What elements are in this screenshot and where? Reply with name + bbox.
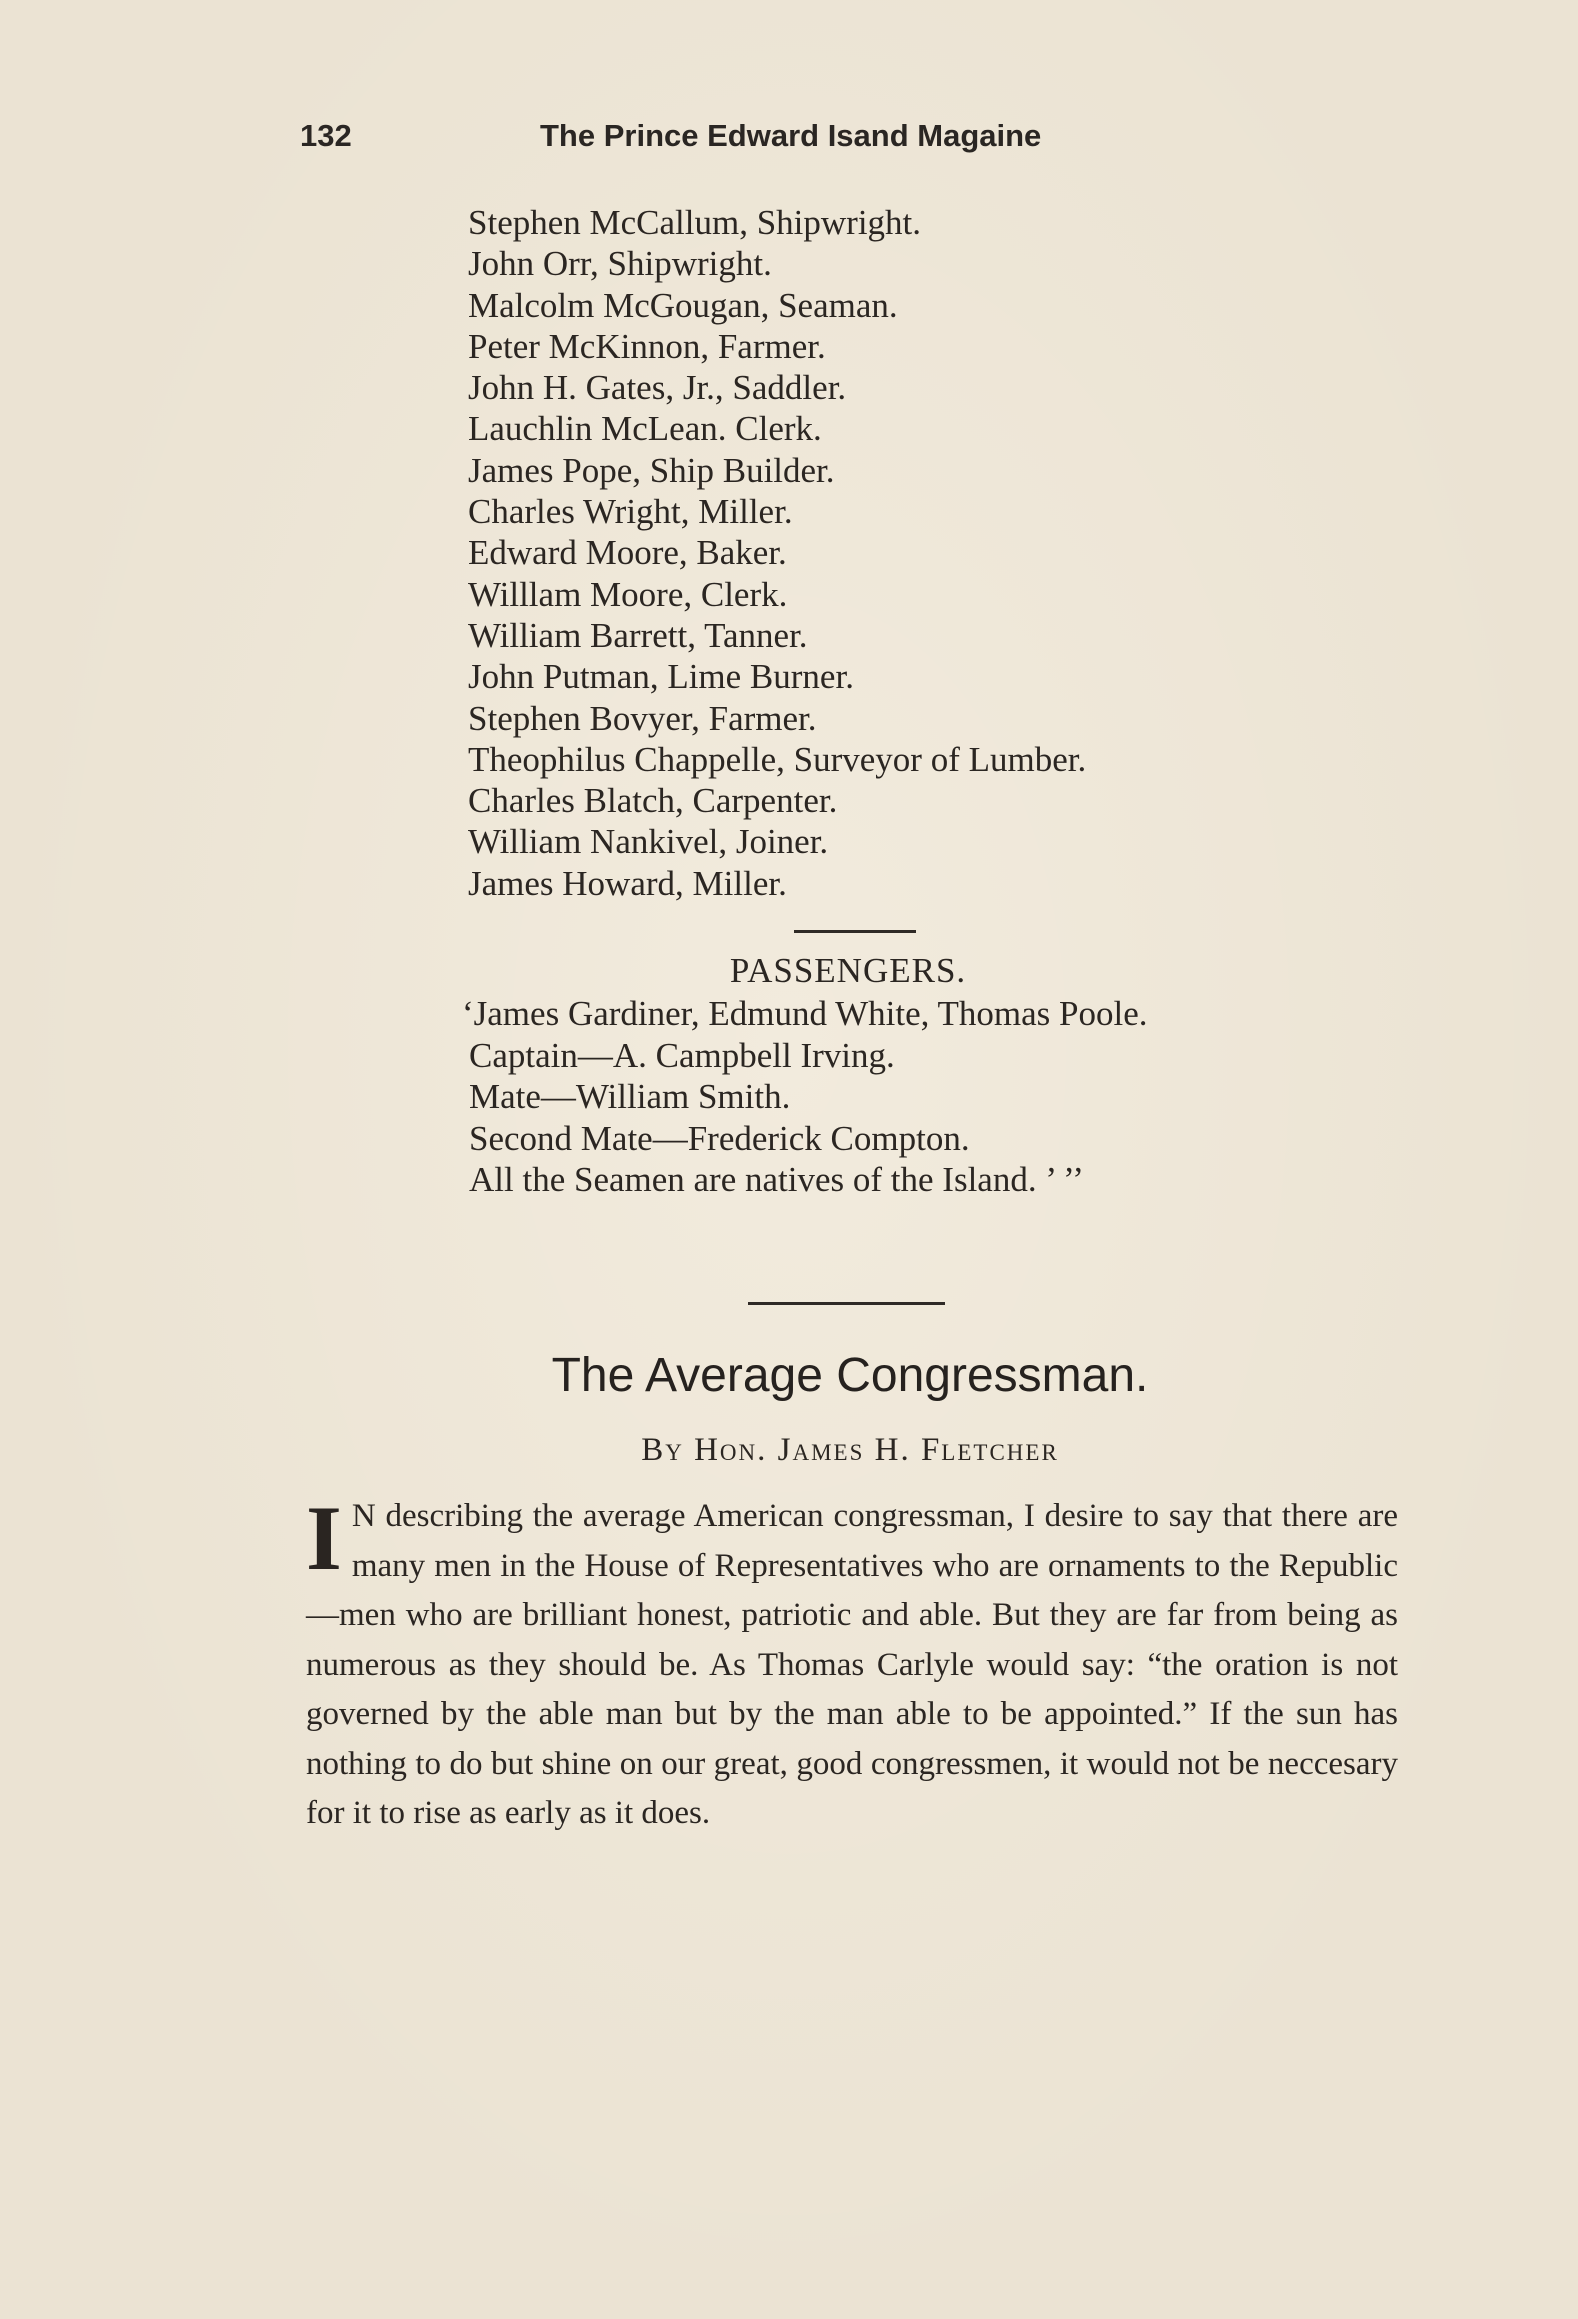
passenger-line: Second Mate—Frederick Compton.	[469, 1118, 970, 1158]
passenger-list	[462, 993, 1462, 1201]
article-paragraph: N describing the average American congressman, I desire to say that there are many men in the House of Representatives who are ornaments to the Republic—men who are brilliant honest, patriotic and able. But they are far from being as numerous as they should be. As Thomas Carlyle would say: “the oration is not governed by the able man but by the man able to be appointed.” If the sun has nothing to do but shine on our great, good congressmen, it would not be neccesary for it to rise as early as it does.	[306, 1498, 1398, 1831]
passengers-heading: PASSENGERS.	[729, 951, 967, 990]
passenger-line: ‘James Gardiner, Edmund White, Thomas Poole.	[462, 994, 1148, 1033]
crew-member: Peter McKinnon, Farmer.	[468, 326, 826, 366]
crew-member: Lauchlin McLean. Clerk.	[468, 409, 822, 449]
article-byline: By Hon. James H. Fletcher	[641, 1432, 1059, 1468]
crew-member: Charles Blatch, Carpenter.	[468, 781, 838, 821]
page-number: 132	[300, 118, 352, 153]
passenger-line: All the Seamen are natives of the Island. ’ ’’	[469, 1160, 1084, 1199]
crew-member: William Barrett, Tanner.	[468, 615, 808, 655]
crew-member: Stephen Bovyer, Farmer.	[468, 698, 817, 738]
crew-member: William Nankivel, Joiner.	[468, 822, 829, 862]
section-divider	[794, 930, 916, 933]
crew-member: Malcolm McGougan, Seaman.	[468, 285, 898, 325]
crew-list	[468, 202, 1448, 904]
drop-cap: I	[306, 1487, 342, 1589]
crew-member: James Pope, Ship Builder.	[468, 450, 835, 490]
passenger-line: Captain—A. Campbell Irving.	[469, 1035, 895, 1075]
crew-member: Stephen McCallum, Shipwright.	[468, 203, 922, 242]
crew-member: Theophilus Chappelle, Surveyor of Lumber.	[468, 739, 1087, 779]
crew-member: Charles Wright, Miller.	[468, 492, 793, 532]
crew-member: John H. Gates, Jr., Saddler.	[468, 368, 847, 408]
crew-member: Edward Moore, Baker.	[468, 533, 787, 573]
page-header	[300, 118, 1200, 158]
crew-member: John Putman, Lime Burner.	[468, 657, 854, 697]
article-title: The Average Congressman.	[551, 1349, 1149, 1402]
crew-member: John Orr, Shipwright.	[468, 244, 772, 284]
article-divider	[748, 1302, 945, 1305]
passenger-line: Mate—William Smith.	[469, 1077, 791, 1116]
crew-member: Willlam Moore, Clerk.	[468, 574, 788, 614]
crew-member: James Howard, Miller.	[468, 863, 787, 903]
running-title: The Prince Edward Isand Magaine	[540, 118, 1042, 153]
article-body	[306, 1487, 1398, 1839]
